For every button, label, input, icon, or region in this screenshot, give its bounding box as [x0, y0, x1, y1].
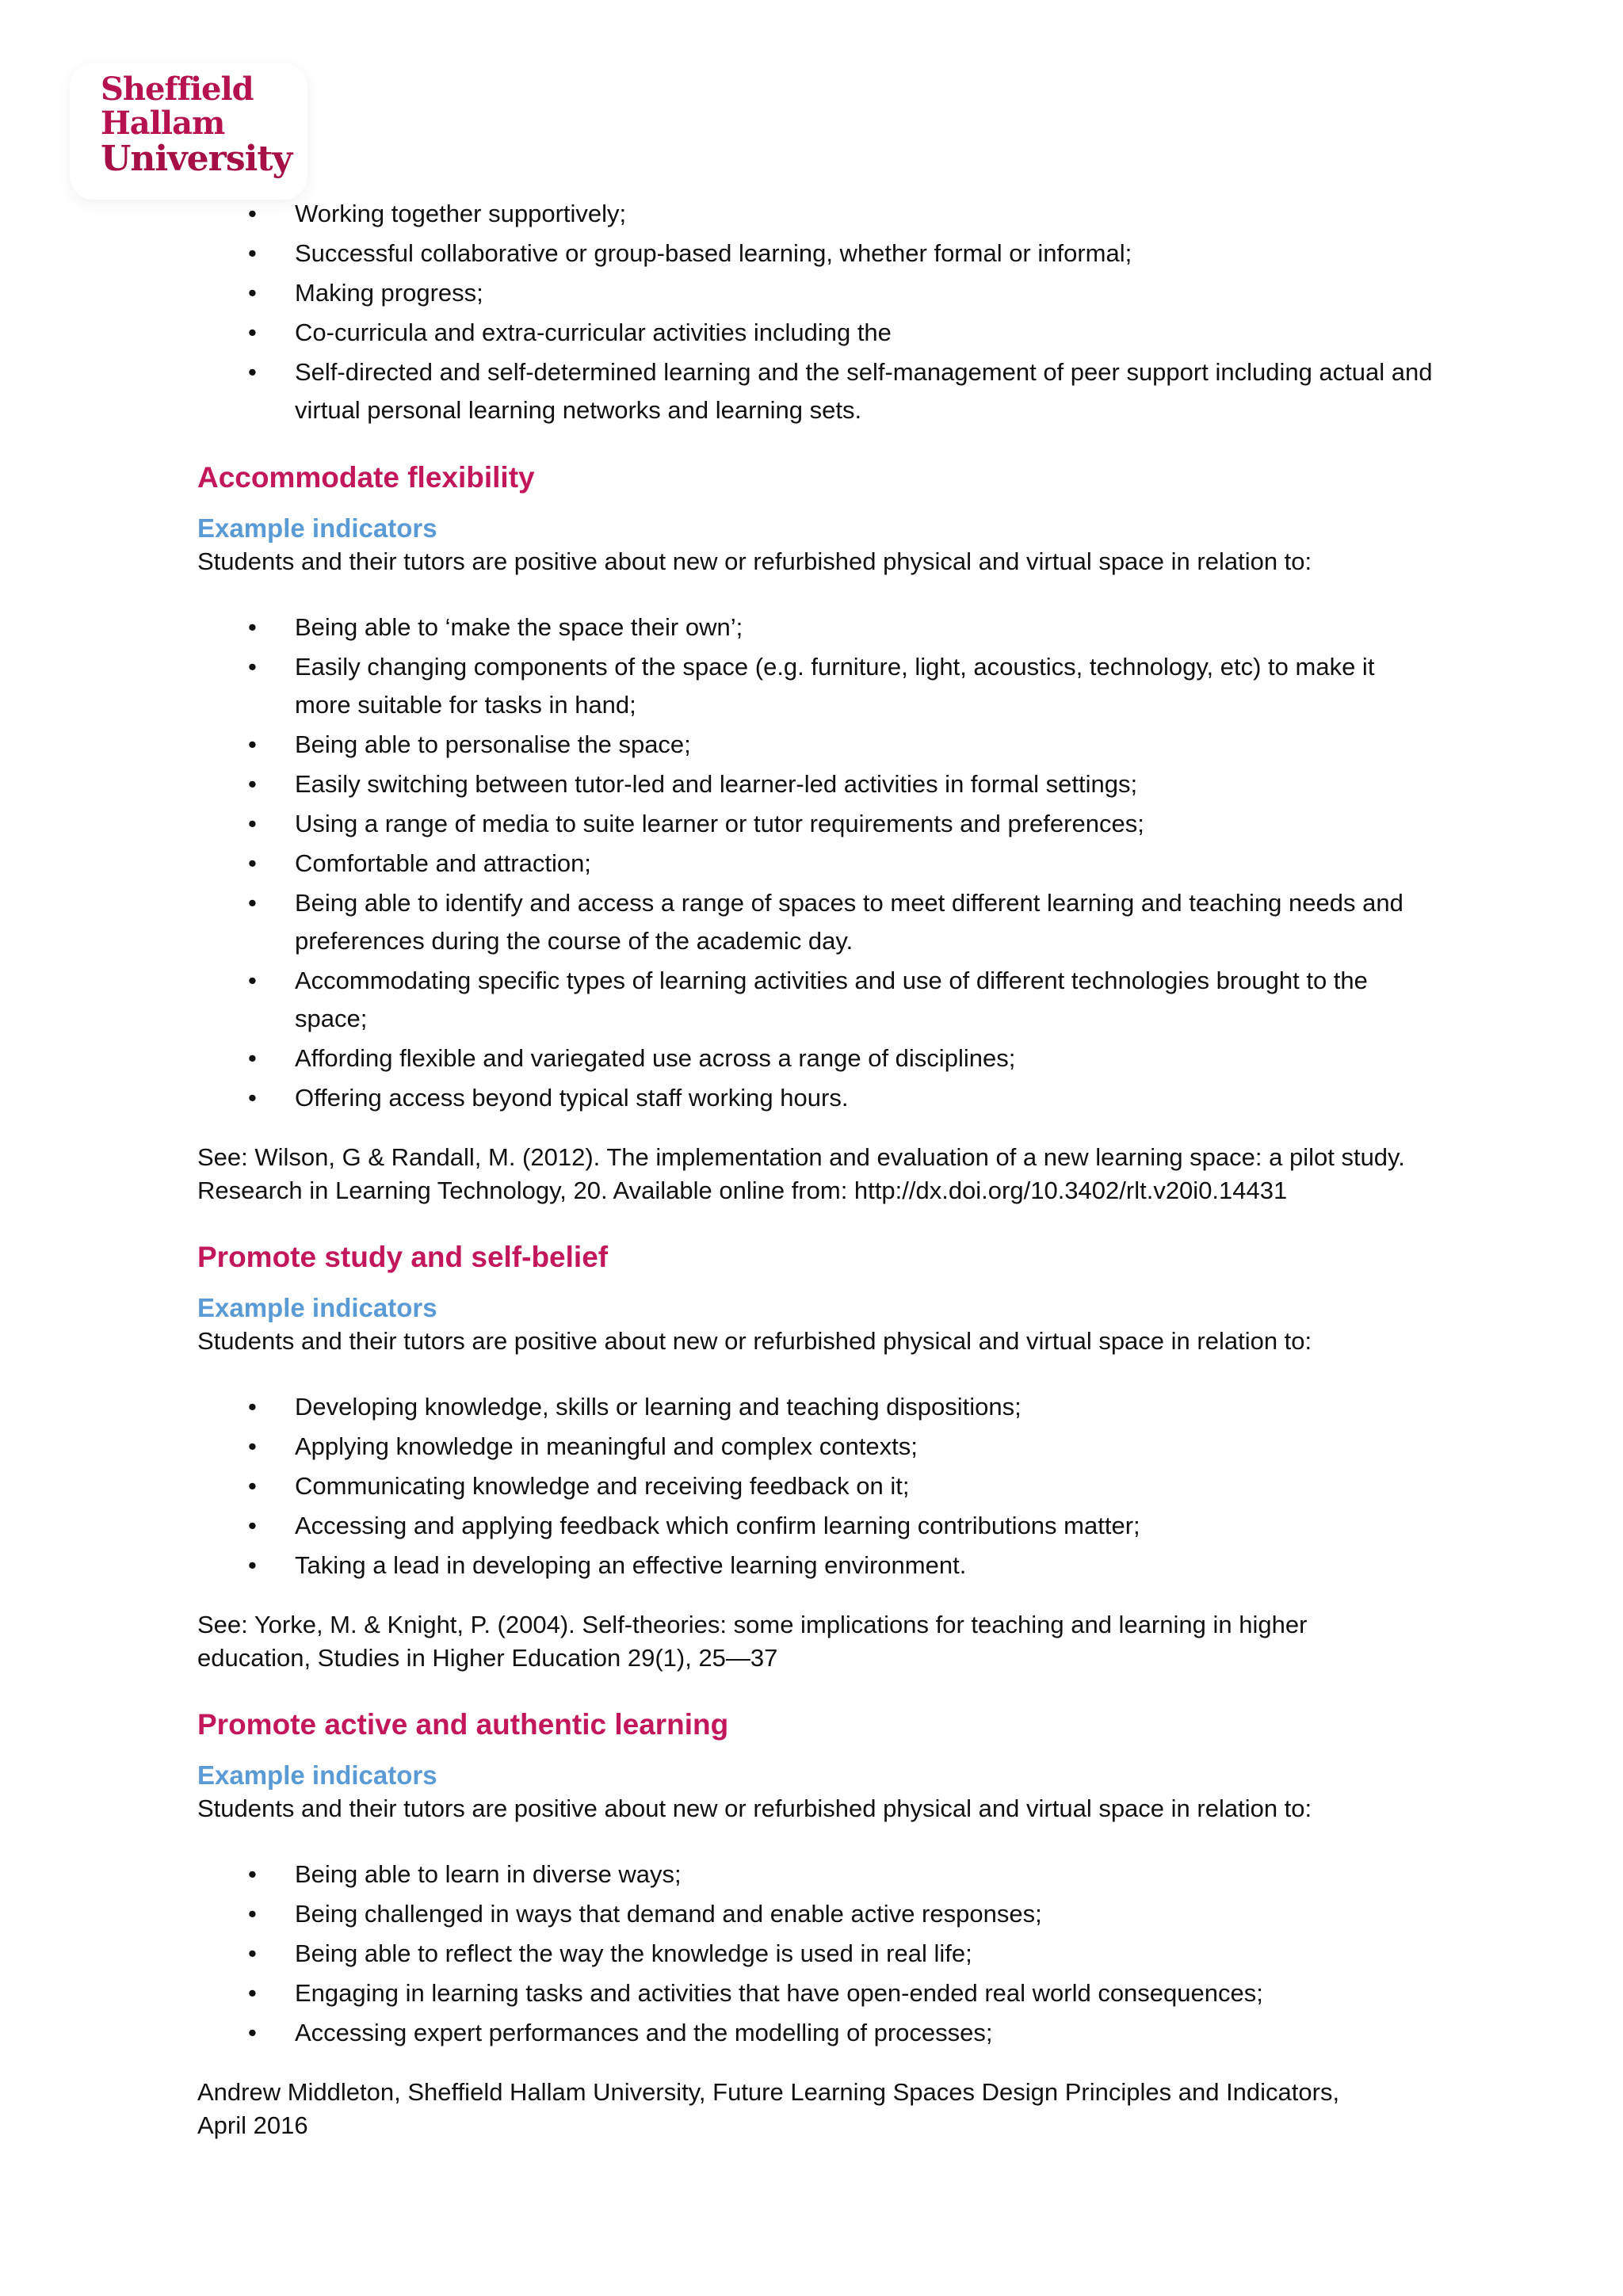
list-item: • Being able to learn in diverse ways; [197, 1855, 1434, 1894]
section-intro: Students and their tutors are positive about new or refurbished physical and virtual space in relation to: [197, 547, 1312, 575]
list-item: • Applying knowledge in meaningful and complex contexts; [197, 1428, 1434, 1466]
self-belief-bullet-list [197, 1388, 1434, 1585]
list-item: • Easily changing components of the space (e.g. furniture, light, acoustics, technology, etc) to make it more suitable for tasks in hand; [197, 648, 1434, 724]
logo-line-3: University [101, 139, 292, 179]
document-footer-line: Andrew Middleton, Sheffield Hallam University, Future Learning Spaces Design Principles and Indicators, [197, 2078, 1340, 2106]
reference-line: education, Studies in Higher Education 29(1), 25—37 [197, 1644, 778, 1672]
bullet-icon: • [248, 239, 257, 267]
bullet-icon: • [248, 1472, 257, 1500]
list-item: • Being able to personalise the space; [197, 726, 1434, 764]
section-title-flexibility: Accommodate flexibility [197, 461, 535, 494]
bullet-icon: • [248, 200, 257, 227]
bullet-icon: • [248, 889, 257, 917]
list-item: • Developing knowledge, skills or learning and teaching dispositions; [197, 1388, 1434, 1426]
university-logo [101, 73, 292, 177]
list-item: • Being able to reflect the way the knowledge is used in real life; [197, 1935, 1434, 1973]
bullet-icon: • [248, 810, 257, 837]
bullet-icon: • [248, 1900, 257, 1928]
bullet-icon: • [248, 1044, 257, 1072]
list-item: • Communicating knowledge and receiving feedback on it; [197, 1467, 1434, 1505]
list-item: • Offering access beyond typical staff working hours. [197, 1079, 1434, 1117]
list-item: • Co-curricula and extra-curricular activities including the [197, 314, 1434, 352]
list-item: • Accommodating specific types of learning activities and use of different technologies brought to the space; [197, 962, 1434, 1038]
list-item: • Successful collaborative or group-based learning, whether formal or informal; [197, 235, 1434, 273]
section-intro: Students and their tutors are positive about new or refurbished physical and virtual space in relation to: [197, 1794, 1312, 1822]
document-footer-line: April 2016 [197, 2111, 308, 2139]
section-intro: Students and their tutors are positive about new or refurbished physical and virtual space in relation to: [197, 1327, 1312, 1355]
bullet-icon: • [248, 770, 257, 798]
bullet-icon: • [248, 1860, 257, 1888]
bullet-icon: • [248, 358, 257, 386]
section-title-self-belief: Promote study and self-belief [197, 1241, 609, 1273]
bullet-icon: • [248, 1393, 257, 1421]
example-indicators-heading: Example indicators [197, 1760, 437, 1790]
document-body [197, 195, 1434, 2142]
example-indicators-heading: Example indicators [197, 1293, 437, 1322]
list-item: • Easily switching between tutor-led and learner-led activities in formal settings; [197, 765, 1434, 803]
active-learning-bullet-list [197, 1855, 1434, 2052]
list-item: • Taking a lead in developing an effective learning environment. [197, 1547, 1434, 1585]
list-item: • Engaging in learning tasks and activities that have open-ended real world consequences; [197, 1974, 1434, 2012]
list-item: • Accessing and applying feedback which confirm learning contributions matter; [197, 1507, 1434, 1545]
list-item: • Self-directed and self-determined learning and the self-management of peer support including actual and virtual personal learning networks and learning sets. [197, 353, 1434, 429]
bullet-icon: • [248, 318, 257, 346]
list-item: • Using a range of media to suite learner or tutor requirements and preferences; [197, 805, 1434, 843]
bullet-icon: • [248, 849, 257, 877]
list-item: • Being challenged in ways that demand and enable active responses; [197, 1895, 1434, 1933]
list-item: • Accessing expert performances and the modelling of processes; [197, 2014, 1434, 2052]
bullet-icon: • [248, 1979, 257, 2007]
logo-line-1: Sheffield [101, 71, 254, 108]
logo-line-2: Hallam [101, 105, 225, 142]
list-item: • Being able to identify and access a range of spaces to meet different learning and teaching needs and preferences during the course of the academic day. [197, 884, 1434, 960]
bullet-icon: • [248, 967, 257, 994]
list-item: • Affording flexible and variegated use across a range of disciplines; [197, 1039, 1434, 1077]
list-item: • Making progress; [197, 274, 1434, 312]
bullet-icon: • [248, 1432, 257, 1460]
bullet-icon: • [248, 1512, 257, 1539]
reference-line: See: Wilson, G & Randall, M. (2012). The implementation and evaluation of a new learning space: a pilot study. [197, 1143, 1405, 1171]
bullet-icon: • [248, 1084, 257, 1112]
bullet-icon: • [248, 1939, 257, 1967]
intro-bullet-list [197, 195, 1434, 429]
reference-line: Research in Learning Technology, 20. Available online from: http://dx.doi.org/10.3402/rlt.v20i0.14431 [197, 1177, 1288, 1204]
bullet-icon: • [248, 730, 257, 758]
bullet-icon: • [248, 279, 257, 307]
bullet-icon: • [248, 2019, 257, 2046]
bullet-icon: • [248, 613, 257, 641]
list-item: • Being able to ‘make the space their own’; [197, 608, 1434, 646]
list-item: • Comfortable and attraction; [197, 845, 1434, 883]
bullet-icon: • [248, 653, 257, 681]
example-indicators-heading: Example indicators [197, 513, 437, 543]
list-item: • Working together supportively; [197, 195, 1434, 233]
reference-line: See: Yorke, M. & Knight, P. (2004). Self-theories: some implications for teaching and learning in higher [197, 1611, 1308, 1638]
section-title-active-learning: Promote active and authentic learning [197, 1708, 729, 1741]
bullet-icon: • [248, 1551, 257, 1579]
flexibility-bullet-list [197, 608, 1434, 1117]
